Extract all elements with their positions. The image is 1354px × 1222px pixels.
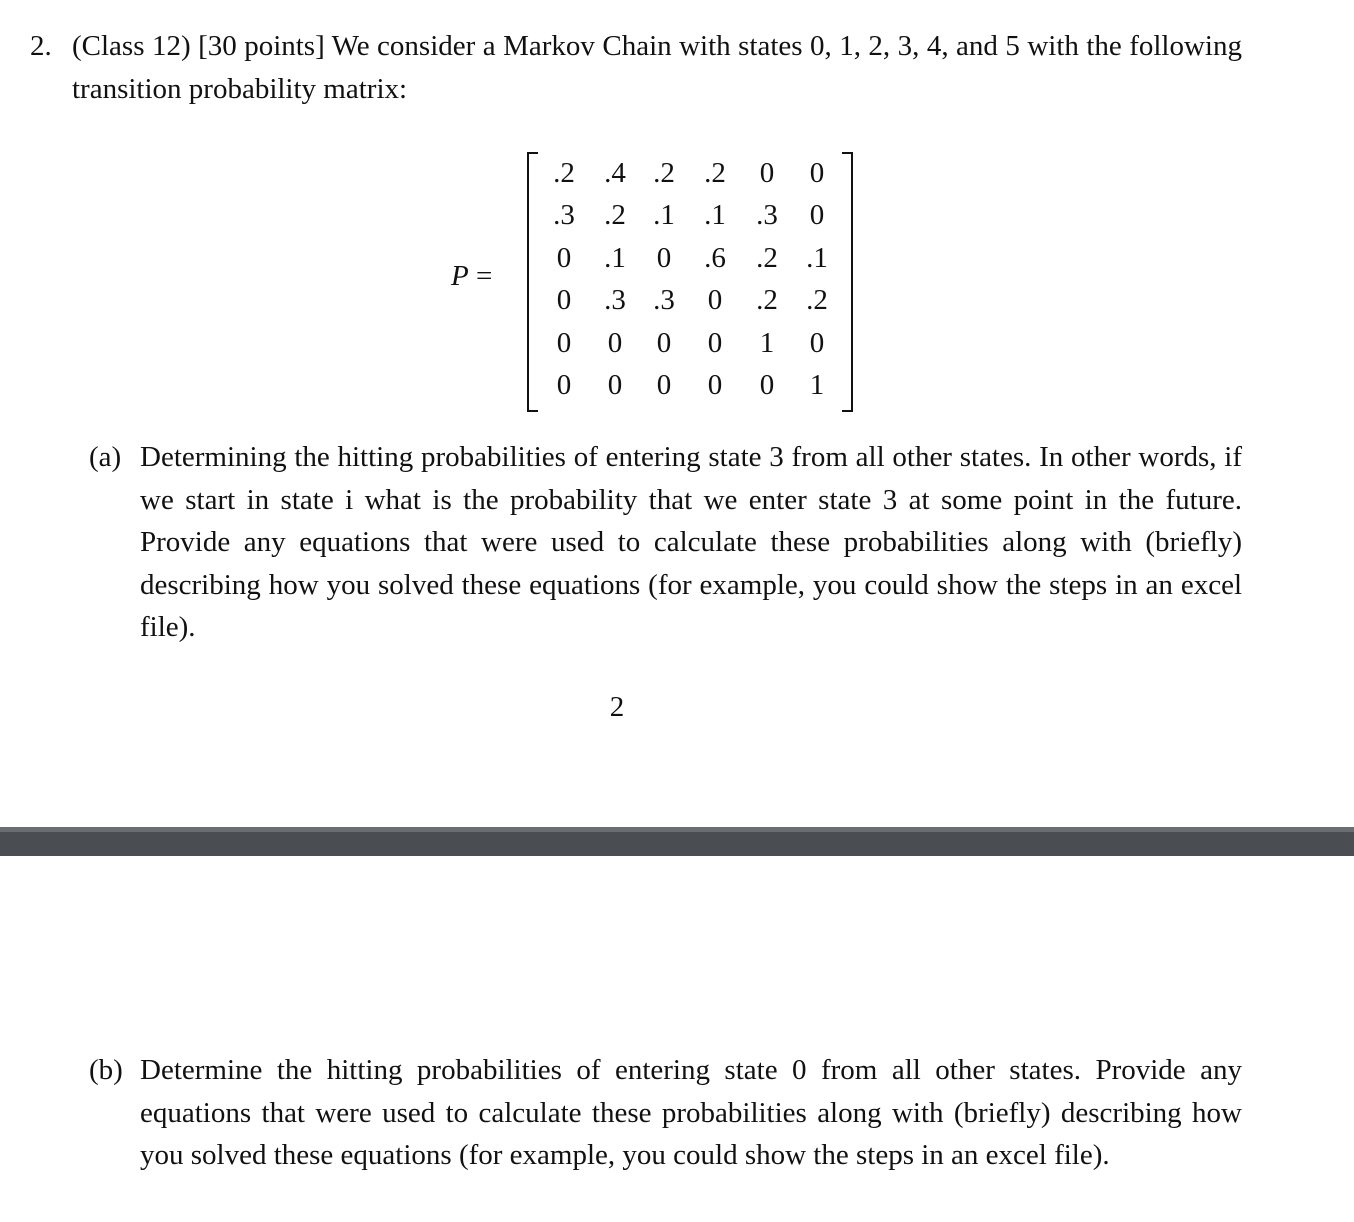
page-divider bbox=[0, 827, 1354, 856]
matrix-cell-r3-c5: .2 bbox=[806, 284, 828, 316]
matrix-cell-r2-c1: .1 bbox=[604, 242, 626, 274]
matrix-right-bracket bbox=[842, 152, 853, 412]
matrix-cell-r4-c0: 0 bbox=[556, 327, 572, 359]
matrix-cell-r5-c1: 0 bbox=[607, 369, 623, 401]
part-b-text: Determine the hitting probabilities of entering state 0 from all other states. Provide any equations that were used to calculate these probabilities along with (briefly) describing how you solved these equations (for example, you could show the steps in an excel file). bbox=[140, 1054, 1242, 1171]
question-number: 2. bbox=[30, 30, 52, 62]
matrix-cell-r0-c4: 0 bbox=[759, 157, 775, 189]
matrix-cell-r1-c0: .3 bbox=[553, 199, 575, 231]
matrix-cell-r2-c0: 0 bbox=[556, 242, 572, 274]
matrix-cell-r4-c4: 1 bbox=[759, 327, 775, 359]
matrix-cell-r4-c2: 0 bbox=[656, 327, 672, 359]
matrix-cell-r3-c3: 0 bbox=[707, 284, 723, 316]
matrix-variable: P bbox=[451, 260, 469, 292]
matrix-cell-r1-c1: .2 bbox=[604, 199, 626, 231]
question-text: (Class 12) [30 points] We consider a Markov Chain with states 0, 1, 2, 3, 4, and 5 with the following transition probability matrix: bbox=[72, 30, 1242, 105]
part-b-label: (b) bbox=[89, 1054, 123, 1086]
matrix-cell-r3-c0: 0 bbox=[556, 284, 572, 316]
matrix-cell-r5-c2: 0 bbox=[656, 369, 672, 401]
matrix-cell-r0-c2: .2 bbox=[653, 157, 675, 189]
matrix-cell-r2-c4: .2 bbox=[756, 242, 778, 274]
matrix-cell-r5-c0: 0 bbox=[556, 369, 572, 401]
part-a-text: Determining the hitting probabilities of entering state 3 from all other states. In other words, if we start in state i what is the probability that we enter state 3 at some point in the future. Provide any equations that were used to calculate these probabilities along with (briefly) describing how you solved these equations (for example, you could show the steps in an excel file). bbox=[140, 441, 1242, 643]
matrix-cell-r2-c3: .6 bbox=[704, 242, 726, 274]
part-a-label: (a) bbox=[89, 441, 122, 473]
page-number: 2 bbox=[609, 691, 625, 723]
matrix-cell-r1-c5: 0 bbox=[809, 199, 825, 231]
matrix-cell-r0-c5: 0 bbox=[809, 157, 825, 189]
matrix-cell-r1-c2: .1 bbox=[653, 199, 675, 231]
matrix-cell-r1-c4: .3 bbox=[756, 199, 778, 231]
matrix-cell-r4-c3: 0 bbox=[707, 327, 723, 359]
matrix-cell-r0-c0: .2 bbox=[553, 157, 575, 189]
matrix-cell-r5-c4: 0 bbox=[759, 369, 775, 401]
matrix-cell-r2-c2: 0 bbox=[656, 242, 672, 274]
matrix-equals: = bbox=[468, 260, 493, 292]
matrix-cell-r5-c3: 0 bbox=[707, 369, 723, 401]
matrix-cell-r4-c5: 0 bbox=[809, 327, 825, 359]
matrix-cell-r5-c5: 1 bbox=[809, 369, 825, 401]
matrix-cell-r4-c1: 0 bbox=[607, 327, 623, 359]
matrix-cell-r0-c3: .2 bbox=[704, 157, 726, 189]
matrix-cell-r3-c2: .3 bbox=[653, 284, 675, 316]
matrix-cell-r0-c1: .4 bbox=[604, 157, 626, 189]
matrix-left-bracket bbox=[527, 152, 538, 412]
matrix-cell-r3-c4: .2 bbox=[756, 284, 778, 316]
matrix-cell-r3-c1: .3 bbox=[604, 284, 626, 316]
matrix-cell-r2-c5: .1 bbox=[806, 242, 828, 274]
matrix-cell-r1-c3: .1 bbox=[704, 199, 726, 231]
matrix-label bbox=[451, 255, 492, 297]
transition-matrix bbox=[527, 152, 853, 410]
